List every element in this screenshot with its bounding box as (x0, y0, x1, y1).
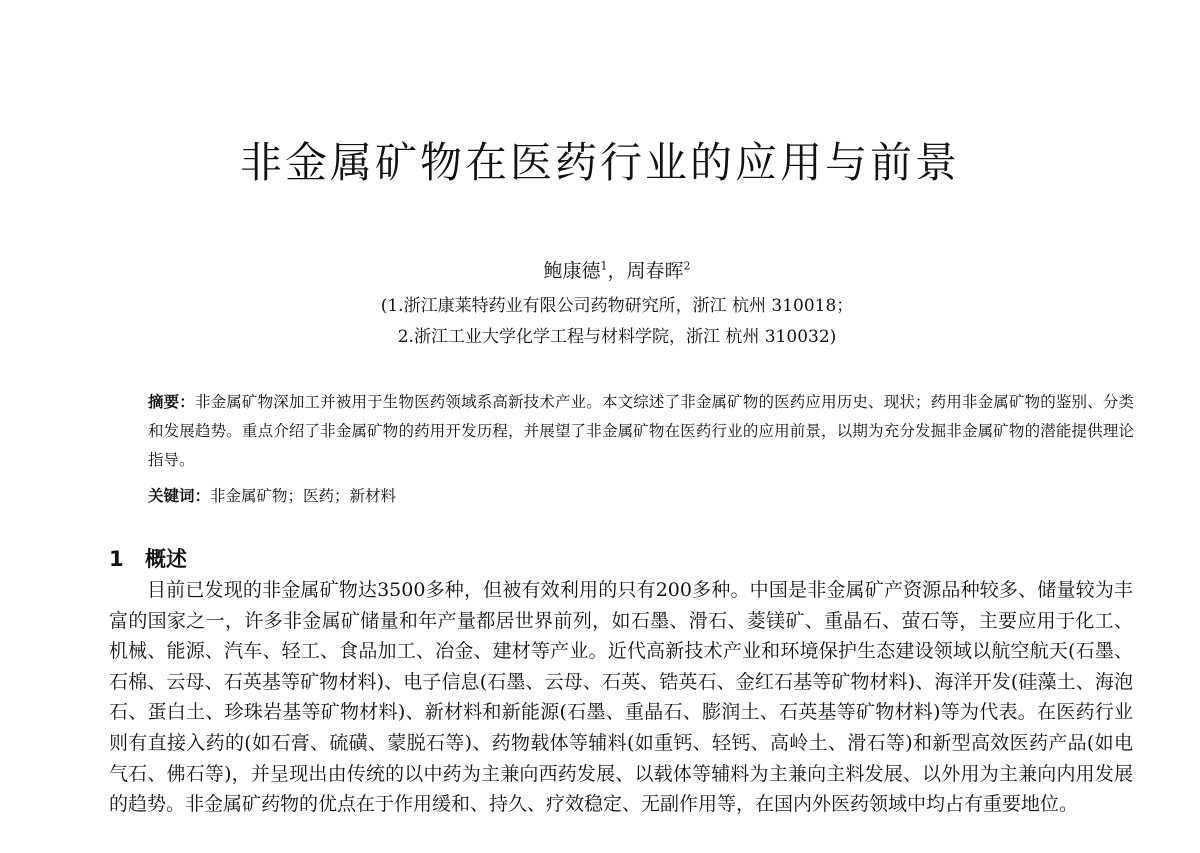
body-paragraph: 目前已发现的非金属矿物达3500多种，但被有效利用的只有200多种。中国是非金属矿产资源品种较多、储量较为丰富的国家之一，许多非金属矿储量和年产量都居世界前列，如石墨、滑石、菱镁矿、重晶石、萤石等，主要应用于化工、机械、能源、汽车、轻工、食品加工、冶金、建材等产业。近代高新技术产业和环境保护生态建设领域以航空航天(石墨、石棉、云母、石英基等矿物材料)、电子信息(石墨、云母、石英、锆英石、金红石基等矿物材料)、海洋开发(硅藻土、海泡石、蛋白土、珍珠岩基等矿物材料)、新材料和新能源(石墨、重晶石、膨润土、石英基等矿物材料)等为代表。在医药行业则有直接入药的(如石膏、硫磺、蒙脱石等)、药物载体等辅料(如重钙、轻钙、高岭土、滑石等)和新型高效医药产品(如电气石、佛石等)，并呈现出由传统的以中药为主兼向西药发展、以载体等辅料为主兼向主料发展、以外用为主兼向内用发展的趋势。非金属矿药物的优点在于作用缓和、持久、疗效稳定、无副作用等，在国内外医药领域中均占有重要地位。 (109, 579, 1133, 816)
section-title: 概述 (145, 547, 187, 571)
paper-title: 非金属矿物在医药行业的应用与前景 (239, 138, 960, 187)
author-name: 鲍康德 (543, 260, 601, 282)
section-number: 1 (109, 547, 124, 571)
author-affiliation-mark: 2 (683, 259, 691, 273)
abstract (148, 388, 1134, 475)
keywords-text: 非金属矿物；医药；新材料 (210, 487, 397, 505)
affiliation-line: 2.浙江工业大学化学工程与材料学院，浙江 杭州 310032) (397, 327, 837, 347)
author-affiliation-mark: 1 (600, 259, 608, 273)
author-name: 周春晖 (626, 260, 684, 282)
keywords-label: 关键词： (148, 487, 211, 505)
abstract-text: 非金属矿物深加工并被用于生物医药领域系高新技术产业。本文综述了非金属矿物的医药应用历史、现状；药用非金属矿物的鉴别、分类和发展趋势。重点介绍了非金属矿物的药用开发历程，并展望了非金属矿物在医药行业的应用前景，以期为充分发掘非金属矿物的潜能提供理论指导。 (148, 393, 1134, 469)
author-line (0, 258, 1200, 284)
affiliation-line: (1.浙江康莱特药业有限公司药物研究所，浙江 杭州 310018； (380, 296, 854, 316)
author-separator: ， (607, 260, 627, 282)
abstract-label: 摘要： (148, 393, 195, 411)
section-heading (109, 544, 187, 574)
keywords (148, 483, 1134, 509)
